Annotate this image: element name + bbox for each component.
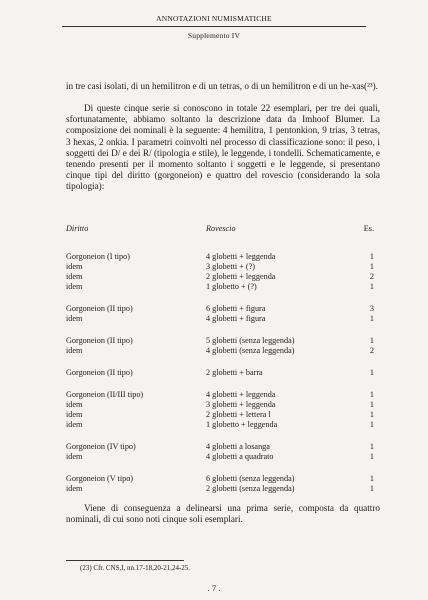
cell-es: 1 [369,452,374,461]
cell-rovescio: 1 globetto + leggenda [206,420,278,429]
table-row [66,410,380,420]
table-row [66,484,380,494]
cell-rovescio: 4 globetti a losanga [206,442,270,451]
cell-es: 1 [369,420,374,429]
header-rovescio: Rovescio [206,224,236,233]
table-row [66,282,380,292]
cell-rovescio: 2 globetti + leggenda [206,272,276,281]
cell-diritto: Gorgoneion (II tipo) [66,368,133,377]
table-row [66,336,380,346]
cell-rovescio: 2 globetti + barra [206,368,263,377]
cell-es: 1 [369,262,374,271]
cell-diritto: idem [66,400,83,409]
footnote: (23) Cfr. CNS,I, nn.17-18,20-21,24-25. [80,564,191,572]
cell-rovescio: 6 globetti + figura [206,304,266,313]
cell-es: 2 [369,272,374,281]
table-row [66,452,380,462]
paragraph-composition: Di queste cinque serie si conoscono in totale 22 esemplari, per tre dei quali, sfortunatamente, abbiamo soltanto la descrizione data da Imhoof Blumer. La composizione dei nominali è la seguente: 4 hemilitra, 1 pentonkion, 9 trias, 3 tetras, 3 hexas, 2 onkia. I parametri coinvolti nel processo di classificazione sono: il peso, i soggetti dei D/ e dei R/ (tipologia e stile), le leggende, i tondelli. Schematicamente, e tenendo presenti per il momento soltanto i soggetti e le leggende, si presentano cinque tipi del diritto (gorgoneion) e quattro del rovescio (considerando la sola tipologia): [66,103,380,192]
table-row [66,420,380,430]
cell-es: 1 [369,336,374,345]
cell-es: 1 [369,400,374,409]
cell-es: 1 [369,252,374,261]
paragraph-continuation: in tre casi isolati, di un hemilitron e di un tetras, o di un hemilitron e di un he-xas(²³). [66,81,378,91]
cell-es: 1 [369,390,374,399]
cell-rovescio: 4 globetti (senza leggenda) [206,346,295,355]
cell-rovescio: 6 globetti (senza leggenda) [206,474,295,483]
running-header-title: ANNOTAZIONI NUMISMATICHE [156,14,272,23]
cell-diritto: idem [66,346,83,355]
cell-diritto: Gorgoneion (II tipo) [66,304,133,313]
table-row [66,272,380,282]
cell-rovescio: 5 globetti (senza leggenda) [206,336,295,345]
cell-diritto: Gorgoneion (IV tipo) [66,442,136,451]
table-row [66,442,380,452]
cell-es: 1 [369,314,374,323]
table-row [66,390,380,400]
cell-es: 1 [369,282,374,291]
cell-rovescio: 4 globetti + figura [206,314,266,323]
table-header [66,224,380,234]
table-row [66,262,380,272]
cell-rovescio: 4 globetti a quadrato [206,452,274,461]
running-header-subtitle: Supplemento IV [187,31,241,40]
cell-es: 2 [369,346,374,355]
cell-diritto: idem [66,282,83,291]
cell-diritto: idem [66,420,83,429]
cell-diritto: Gorgoneion (II tipo) [66,336,133,345]
header-diritto: Diritto [66,224,89,233]
cell-es: 3 [369,304,374,313]
table-row [66,368,380,378]
cell-es: 1 [369,442,374,451]
footnote-rule [66,560,184,561]
header-rule [62,26,366,27]
cell-es: 1 [369,410,374,419]
table-row [66,252,380,262]
cell-rovescio: 2 globetti (senza leggenda) [206,484,295,493]
table-row [66,304,380,314]
cell-diritto: idem [66,410,83,419]
page-number: . 7 . [207,583,221,593]
cell-diritto: Gorgoneion (V tipo) [66,474,134,483]
table-row [66,346,380,356]
table-row [66,474,380,484]
cell-rovescio: 4 globetti + leggenda [206,390,276,399]
cell-diritto: Gorgoneion (II/III tipo) [66,390,144,399]
cell-diritto: idem [66,484,83,493]
cell-rovescio: 4 globetti + leggenda [206,252,276,261]
cell-rovescio: 1 globetto + (?) [206,282,257,291]
cell-diritto: idem [66,314,83,323]
cell-rovescio: 3 globetti + (?) [206,262,255,271]
table-row [66,400,380,410]
cell-rovescio: 2 globetti + lettera l [206,410,271,419]
cell-rovescio: 3 globetti + leggenda [206,400,276,409]
cell-diritto: idem [66,262,83,271]
cell-es: 1 [369,368,374,377]
table-row [66,314,380,324]
cell-es: 1 [369,474,374,483]
paragraph-conclusion: Viene di conseguenza a delinearsi una prima serie, composta da quattro nominali, di cui sono noti cinque soli esemplari. [66,503,380,525]
cell-diritto: idem [66,452,83,461]
cell-diritto: idem [66,272,83,281]
cell-diritto: Gorgoneion (I tipo) [66,252,130,261]
header-es: Es. [363,224,374,233]
cell-es: 1 [369,484,374,493]
